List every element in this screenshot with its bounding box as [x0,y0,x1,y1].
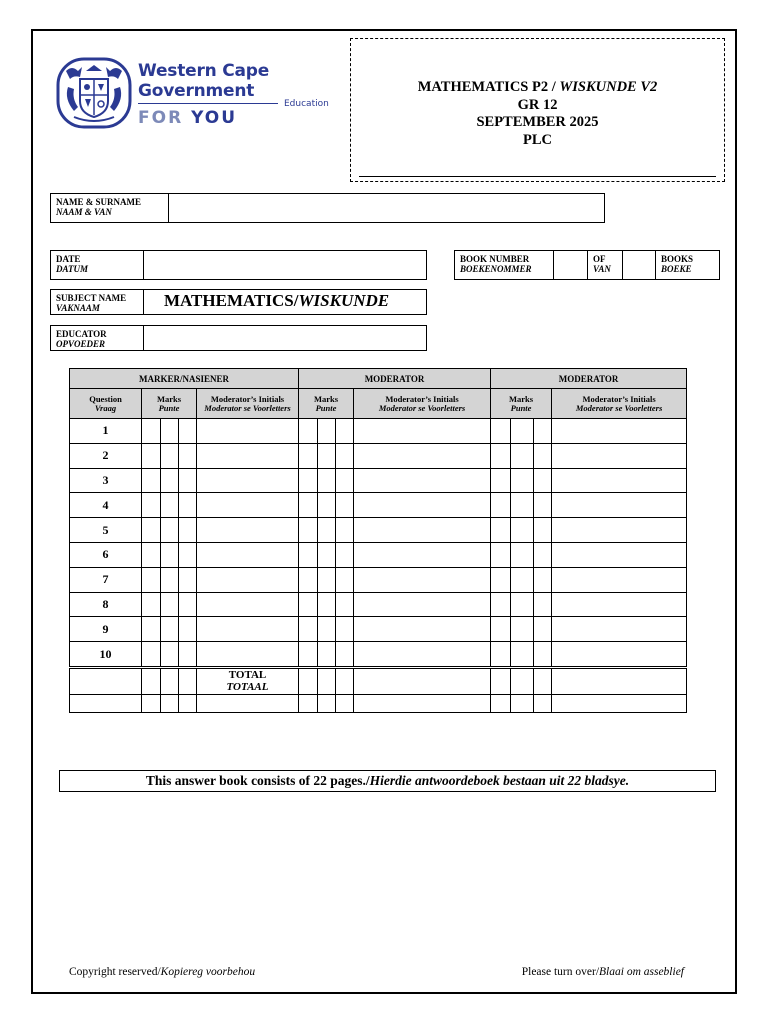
table-row [70,542,687,567]
mark-cell[interactable] [511,493,534,518]
notice-en: This answer book consists of 22 pages./ [145,773,370,788]
page-count-notice [59,770,716,792]
signature-cell[interactable] [179,694,197,712]
initials-header-2 [354,389,491,419]
western-cape-government-logo [56,55,336,133]
mark-cell[interactable] [161,617,179,642]
book-number-label [455,251,554,279]
logo-divider [138,103,278,104]
exam-title [351,79,724,97]
logo-department: Education [284,99,329,109]
mark-cell[interactable] [491,642,511,667]
mark-cell[interactable] [142,617,161,642]
mark-cell[interactable] [299,419,318,444]
initials-header-3 [552,389,687,419]
mark-cell[interactable] [511,443,534,468]
table-row [70,567,687,592]
exam-session: SEPTEMBER 2025 [476,114,599,130]
initials-cell[interactable] [197,542,299,567]
exam-info-box [350,38,725,182]
date-field [50,250,427,280]
mark-cell[interactable] [318,443,336,468]
mark-cell[interactable] [534,419,552,444]
mark-cell[interactable] [299,518,318,543]
question-number: 4 [70,493,142,518]
marks-header-3-af: Punte [510,402,532,413]
mark-cell[interactable] [318,592,336,617]
initials-cell[interactable] [552,542,687,567]
date-input[interactable] [144,251,426,279]
question-number: 1 [70,419,142,444]
educator-field [50,325,427,351]
mark-cell[interactable] [299,642,318,667]
initials-cell[interactable] [552,567,687,592]
total-signature-row [70,694,687,712]
books-total-input[interactable] [623,251,656,279]
initials-cell[interactable] [552,518,687,543]
initials-cell[interactable] [354,419,491,444]
tagline-you: YOU [191,108,238,128]
marks-header-2 [299,389,354,419]
logo-tagline [138,108,237,128]
mark-cell[interactable] [318,617,336,642]
copyright-footer [69,966,255,978]
total-initials-cell[interactable] [552,668,687,694]
educator-label-af: OPVOEDER [56,339,106,349]
initials-cell[interactable] [197,493,299,518]
date-label [51,251,144,279]
initials-cell[interactable] [197,567,299,592]
subject-label-af: VAKNAAM [56,303,100,313]
initials-header-1 [197,389,299,419]
exam-grade: GR 12 [517,96,558,113]
of-label-en: OF [593,254,606,264]
mark-cell[interactable] [142,518,161,543]
question-number: 10 [70,642,142,667]
mark-cell[interactable] [491,468,511,493]
mark-cell[interactable] [161,542,179,567]
initials-cell[interactable] [197,592,299,617]
total-mark-cell[interactable] [142,668,161,694]
initials-cell[interactable] [552,468,687,493]
mark-cell[interactable] [179,642,197,667]
mark-cell[interactable] [179,518,197,543]
turn-over-af: Blaai om asseblief [599,966,684,978]
initials-header-3-en: Moderator’s Initials [582,393,656,404]
table-row [70,617,687,642]
table-row [70,443,687,468]
mark-cell[interactable] [179,542,197,567]
question-header-en: Question [89,393,122,404]
name-input[interactable] [169,194,604,222]
mark-cell[interactable] [336,642,354,667]
mark-cell[interactable] [318,567,336,592]
mark-cell[interactable] [336,592,354,617]
exam-title-en: MATHEMATICS P2 / [417,79,560,95]
turn-over-footer [522,966,684,978]
mark-cell[interactable] [511,592,534,617]
exam-box-rule [359,176,716,177]
table-row [70,468,687,493]
signature-cell[interactable] [161,694,179,712]
mark-cell[interactable] [161,468,179,493]
mark-cell[interactable] [179,617,197,642]
initials-cell[interactable] [552,443,687,468]
total-label [197,668,299,694]
educator-input[interactable] [144,326,426,350]
initials-cell[interactable] [552,592,687,617]
mark-cell[interactable] [491,592,511,617]
coat-of-arms-icon [56,57,132,129]
initials-cell[interactable] [197,617,299,642]
marks-header-2-en: Marks [313,393,339,404]
exam-region: PLC [523,131,552,148]
initials-header-2-af: Moderator se Voorletters [378,402,466,413]
name-label-en: NAME & SURNAME [56,197,141,207]
copyright-af: Kopiereg voorbehou [160,966,256,978]
table-row [70,518,687,543]
mark-cell[interactable] [491,617,511,642]
mark-cell[interactable] [534,642,552,667]
group-header-moderator-1: MODERATOR [299,369,491,389]
subject-field [50,289,427,315]
marks-header-1-en: Marks [156,393,182,404]
mark-cell[interactable] [318,468,336,493]
initials-cell[interactable] [197,642,299,667]
question-number: 3 [70,468,142,493]
marks-table [69,368,687,713]
book-number-input[interactable] [554,251,588,279]
signature-cell[interactable] [511,694,534,712]
mark-cell[interactable] [299,592,318,617]
mark-cell[interactable] [299,493,318,518]
marks-header-2-af: Punte [315,402,337,413]
signature-cell[interactable] [70,694,142,712]
initials-header-1-af: Moderator se Voorletters [204,402,291,413]
initials-cell[interactable] [197,419,299,444]
mark-cell[interactable] [534,493,552,518]
mark-cell[interactable] [179,419,197,444]
mark-cell[interactable] [299,468,318,493]
initials-header-3-af: Moderator se Voorletters [575,402,663,413]
mark-cell[interactable] [142,567,161,592]
turn-over-en: Please turn over/ [521,966,600,978]
mark-cell[interactable] [336,542,354,567]
signature-cell[interactable] [318,694,336,712]
mark-cell[interactable] [534,542,552,567]
signature-cell[interactable] [552,694,687,712]
total-mark-cell[interactable] [318,668,336,694]
book-number-field [454,250,720,280]
tagline-for: FOR [138,108,184,128]
initials-cell[interactable] [354,592,491,617]
educator-label-en: EDUCATOR [56,329,107,339]
mark-cell[interactable] [336,518,354,543]
mark-cell[interactable] [318,542,336,567]
mark-cell[interactable] [161,493,179,518]
initials-header-1-en: Moderator’s Initials [210,393,285,404]
book-number-label-en: BOOK NUMBER [460,254,530,264]
total-mark-cell[interactable] [491,668,511,694]
name-label [51,194,169,222]
mark-cell[interactable] [534,592,552,617]
of-label-af: VAN [593,264,611,274]
name-label-af: NAAM & VAN [56,207,112,217]
mark-cell[interactable] [318,518,336,543]
mark-cell[interactable] [318,642,336,667]
total-label-en: TOTAL [228,669,267,682]
initials-cell[interactable] [354,542,491,567]
marks-header-3-en: Marks [509,393,534,404]
initials-cell[interactable] [552,642,687,667]
total-row [70,668,687,694]
mark-cell[interactable] [161,567,179,592]
signature-cell[interactable] [534,694,552,712]
initials-cell[interactable] [354,443,491,468]
signature-cell[interactable] [336,694,354,712]
mark-cell[interactable] [336,419,354,444]
total-mark-cell[interactable] [161,668,179,694]
mark-cell[interactable] [142,493,161,518]
mark-cell[interactable] [336,468,354,493]
signature-cell[interactable] [197,694,299,712]
signature-cell[interactable] [142,694,161,712]
table-row [70,419,687,444]
total-mark-cell[interactable] [179,668,197,694]
question-number: 7 [70,567,142,592]
mark-cell[interactable] [142,592,161,617]
initials-cell[interactable] [354,567,491,592]
question-number: 6 [70,542,142,567]
exam-title-af: WISKUNDE V2 [559,79,658,95]
total-blank [70,668,142,694]
mark-cell[interactable] [534,567,552,592]
books-label-af: BOEKE [661,264,692,274]
mark-cell[interactable] [511,468,534,493]
initials-cell[interactable] [354,518,491,543]
total-mark-cell[interactable] [336,668,354,694]
mark-cell[interactable] [511,642,534,667]
date-label-af: DATUM [56,264,89,274]
marks-header-3 [491,389,552,419]
mark-cell[interactable] [534,468,552,493]
mark-cell[interactable] [491,443,511,468]
mark-cell[interactable] [161,419,179,444]
date-label-en: DATE [56,254,81,264]
subject-label [51,290,144,314]
mark-cell[interactable] [161,642,179,667]
signature-cell[interactable] [299,694,318,712]
mark-cell[interactable] [511,567,534,592]
initials-cell[interactable] [552,419,687,444]
logo-line-1: Western Cape [138,61,270,81]
mark-cell[interactable] [142,419,161,444]
initials-cell[interactable] [354,617,491,642]
educator-label [51,326,144,350]
initials-cell[interactable] [354,468,491,493]
mark-cell[interactable] [336,493,354,518]
books-label-en: BOOKS [661,254,694,264]
initials-cell[interactable] [197,468,299,493]
mark-cell[interactable] [511,617,534,642]
mark-cell[interactable] [179,493,197,518]
total-initials-cell[interactable] [354,668,491,694]
notice-af: Hierdie antwoordeboek bestaan uit 22 bladsye. [369,773,630,788]
initials-cell[interactable] [197,443,299,468]
marks-header-1 [142,389,197,419]
mark-cell[interactable] [318,419,336,444]
mark-cell[interactable] [161,443,179,468]
mark-cell[interactable] [511,542,534,567]
books-label [656,251,719,279]
mark-cell[interactable] [299,443,318,468]
mark-cell[interactable] [318,493,336,518]
signature-cell[interactable] [354,694,491,712]
logo-line-2: Government [138,81,255,101]
mark-cell[interactable] [491,518,511,543]
group-header-moderator-2: MODERATOR [491,369,687,389]
question-header-af: Vraag [94,402,117,413]
table-row [70,493,687,518]
table-row [70,642,687,667]
total-label-af: TOTAAL [226,681,269,694]
subject-value-af: WISKUNDE [298,291,390,310]
initials-header-2-en: Moderator’s Initials [385,393,459,404]
question-number: 2 [70,443,142,468]
mark-cell[interactable] [142,542,161,567]
mark-cell[interactable] [299,567,318,592]
mark-cell[interactable] [336,443,354,468]
question-number: 9 [70,617,142,642]
mark-cell[interactable] [534,443,552,468]
subject-value-en: MATHEMATICS/ [164,291,299,310]
name-field [50,193,605,223]
table-row [70,592,687,617]
mark-cell[interactable] [336,567,354,592]
group-header-marker: MARKER/NASIENER [70,369,299,389]
initials-cell[interactable] [552,617,687,642]
initials-cell[interactable] [354,493,491,518]
mark-cell[interactable] [161,592,179,617]
subject-value [144,290,426,314]
question-number: 5 [70,518,142,543]
mark-cell[interactable] [179,567,197,592]
mark-cell[interactable] [511,518,534,543]
mark-cell[interactable] [534,617,552,642]
mark-cell[interactable] [179,443,197,468]
mark-cell[interactable] [179,592,197,617]
of-label [588,251,623,279]
mark-cell[interactable] [491,542,511,567]
mark-cell[interactable] [491,567,511,592]
mark-cell[interactable] [336,617,354,642]
mark-cell[interactable] [491,493,511,518]
total-mark-cell[interactable] [299,668,318,694]
initials-cell[interactable] [197,518,299,543]
marks-header-1-af: Punte [158,402,180,413]
mark-cell[interactable] [299,617,318,642]
mark-cell[interactable] [299,542,318,567]
mark-cell[interactable] [511,419,534,444]
book-number-label-af: BOEKENOMMER [460,264,532,274]
question-rows [70,419,687,667]
question-header [70,389,142,419]
total-mark-cell[interactable] [511,668,534,694]
mark-cell[interactable] [142,468,161,493]
mark-cell[interactable] [491,419,511,444]
logo-wordmark [138,61,269,101]
mark-cell[interactable] [142,443,161,468]
mark-cell[interactable] [142,642,161,667]
initials-cell[interactable] [354,642,491,667]
subject-label-en: SUBJECT NAME [56,293,127,303]
mark-cell[interactable] [534,518,552,543]
initials-cell[interactable] [552,493,687,518]
mark-cell[interactable] [161,518,179,543]
copyright-en: Copyright reserved/ [69,966,161,978]
question-number: 8 [70,592,142,617]
total-mark-cell[interactable] [534,668,552,694]
signature-cell[interactable] [491,694,511,712]
mark-cell[interactable] [179,468,197,493]
